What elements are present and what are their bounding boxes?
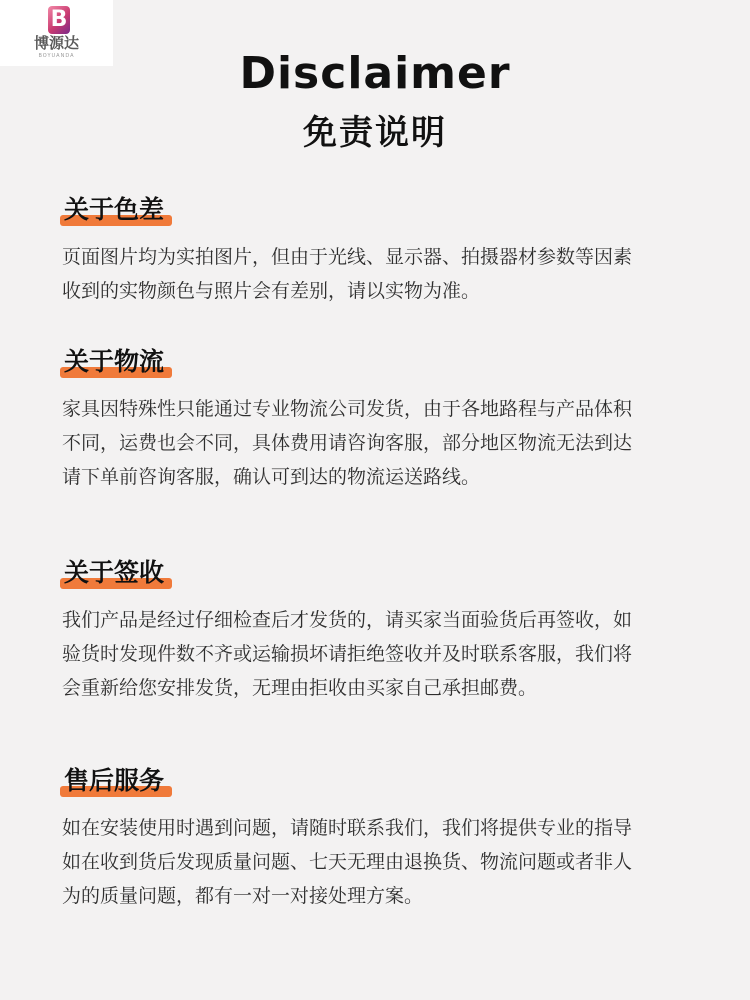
section-heading: 关于签收 [62, 555, 166, 591]
section-after-sales [62, 763, 702, 913]
section-body: 页面图片均为实拍图片，但由于光线、显示器、拍摄器材参数等因素 收到的实物颜色与照片会有差别，请以实物为准。 [62, 246, 633, 302]
section-body: 如在安装使用时遇到问题，请随时联系我们，我们将提供专业的指导 如在收到货后发现质量问题、七天无理由退换货、物流问题或者非人 为的质量问题，都有一对一对接处理方案。 [62, 817, 633, 907]
section-heading: 关于色差 [62, 192, 166, 228]
section-logistics [62, 344, 702, 494]
section-sign-for-delivery [62, 555, 702, 705]
section-body: 我们产品是经过仔细检查后才发货的，请买家当面验货后再签收，如 验货时发现件数不齐或运输损坏请拒绝签收并及时联系客服，我们将 会重新给您安排发货，无理由拒收由买家自己承担邮费。 [62, 609, 633, 699]
logo-subtitle: BOYUANDA [38, 53, 75, 59]
logo-name: 博源达 [33, 34, 79, 52]
section-heading: 关于物流 [62, 344, 166, 380]
section-heading: 售后服务 [62, 763, 166, 799]
page-title-english: Disclaimer [239, 48, 511, 99]
logo-b-icon: B [48, 6, 70, 34]
section-color-difference [62, 192, 702, 308]
page-title-chinese: 免责说明 [303, 113, 447, 153]
section-body: 家具因特殊性只能通过专业物流公司发货，由于各地路程与产品体积 不同，运费也会不同，具体费用请咨询客服，部分地区物流无法到达 请下单前咨询客服，确认可到达的物流运送路线。 [62, 398, 633, 488]
